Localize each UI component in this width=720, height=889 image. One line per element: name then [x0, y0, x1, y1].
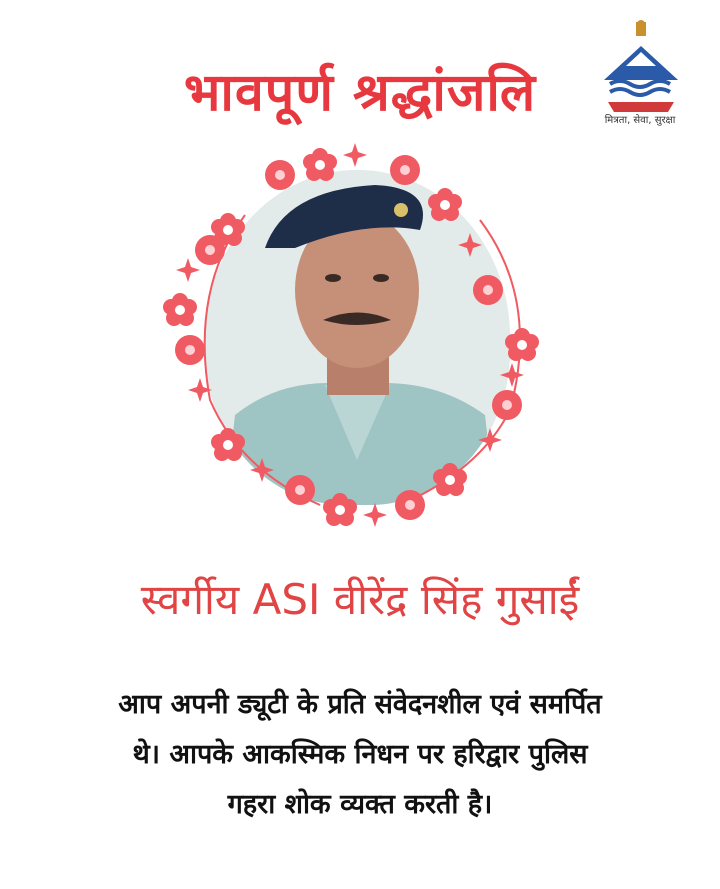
- deceased-name: स्वर्गीय ASI वीरेंद्र सिंह गुसाईं: [140, 575, 580, 624]
- tribute-title: भावपूर्ण श्रद्धांजलि: [183, 63, 537, 123]
- message-line-3: गहरा शोक व्यक्त करती है।: [227, 789, 493, 820]
- floral-wreath-icon: [150, 140, 570, 540]
- logo-motto: मित्रता, सेवा, सुरक्षा: [604, 115, 676, 126]
- condolence-message: [30, 680, 690, 830]
- message-line-1: आप अपनी ड्यूटी के प्रति संवेदनशील एवं समर्पित: [118, 689, 602, 720]
- message-line-2: थे। आपके आकस्मिक निधन पर हरिद्वार पुलिस: [132, 739, 588, 770]
